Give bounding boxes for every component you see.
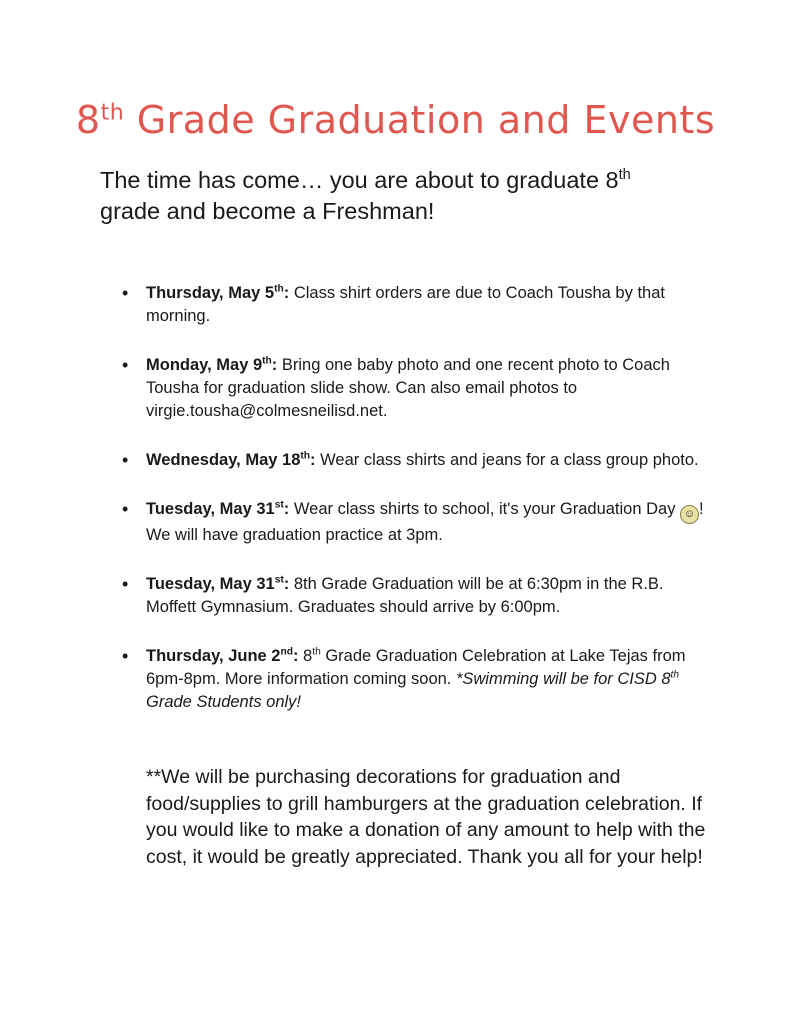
event-text: 8th Grade Graduation will be at 6:30pm in the R.B. Moffett Gymnasium. Graduates should arrive by 6:00pm. (146, 575, 664, 616)
event-item (122, 354, 716, 423)
event-item (122, 282, 716, 328)
event-date: Tuesday, May 31st: (146, 574, 290, 593)
event-grade: 8 (298, 647, 313, 665)
event-text-after: ! We will have graduation practice at 3pm. (146, 500, 704, 544)
event-text: Wear class shirts to school, it's your Graduation Day (289, 500, 681, 518)
bullet-icon: • (122, 646, 129, 666)
intro-suffix: th (618, 167, 631, 184)
event-text: Grade Graduation Celebration at Lake Tejas from 6pm-8pm. More information coming soon. (146, 647, 686, 688)
bullet-icon: • (122, 499, 129, 519)
bullet-icon: • (122, 450, 129, 470)
intro-part1: The time has come… you are about to graduate 8 (100, 167, 619, 193)
title-text: Grade Graduation and Events (136, 98, 716, 142)
event-item (122, 449, 716, 472)
bullet-icon: • (122, 283, 129, 303)
event-grade-suffix: th (312, 646, 321, 658)
intro-part2: grade and become a Freshman! (100, 198, 435, 224)
smiley-icon: ☺ (680, 505, 699, 524)
event-date: Wednesday, May 18th: (146, 450, 316, 469)
donation-note: **We will be purchasing decorations for graduation and food/supplies to grill hamburgers at the graduation celebration. If you would like to make a donation of any amount to help with the cost, it would be greatly appreciated. Thank you all for your help! (146, 766, 706, 868)
page-title (0, 98, 791, 142)
event-item (122, 645, 716, 714)
event-item (122, 498, 716, 547)
intro-paragraph (100, 165, 740, 227)
events-list (122, 282, 716, 740)
event-date: Thursday, May 5th: (146, 283, 290, 302)
event-item (122, 573, 716, 619)
event-text: Class shirt orders are due to Coach Tousha by that morning. (146, 284, 665, 325)
bullet-icon: • (122, 574, 129, 594)
event-date: Monday, May 9th: (146, 355, 278, 374)
title-ordinal: 8 (75, 98, 101, 142)
event-date: Tuesday, May 31st: (146, 499, 290, 518)
bullet-icon: • (122, 355, 129, 375)
event-text: Wear class shirts and jeans for a class group photo. (315, 451, 699, 469)
event-text: Bring one baby photo and one recent photo to Coach Tousha for graduation slide show. Can also email photos to virgie.tousha@colmesneilisd.net. (146, 356, 670, 420)
event-date: Thursday, June 2nd: (146, 646, 299, 665)
title-ordinal-suffix: th (100, 100, 125, 126)
swimming-note: *Swimming will be for CISD 8th Grade Students only! (146, 669, 680, 711)
